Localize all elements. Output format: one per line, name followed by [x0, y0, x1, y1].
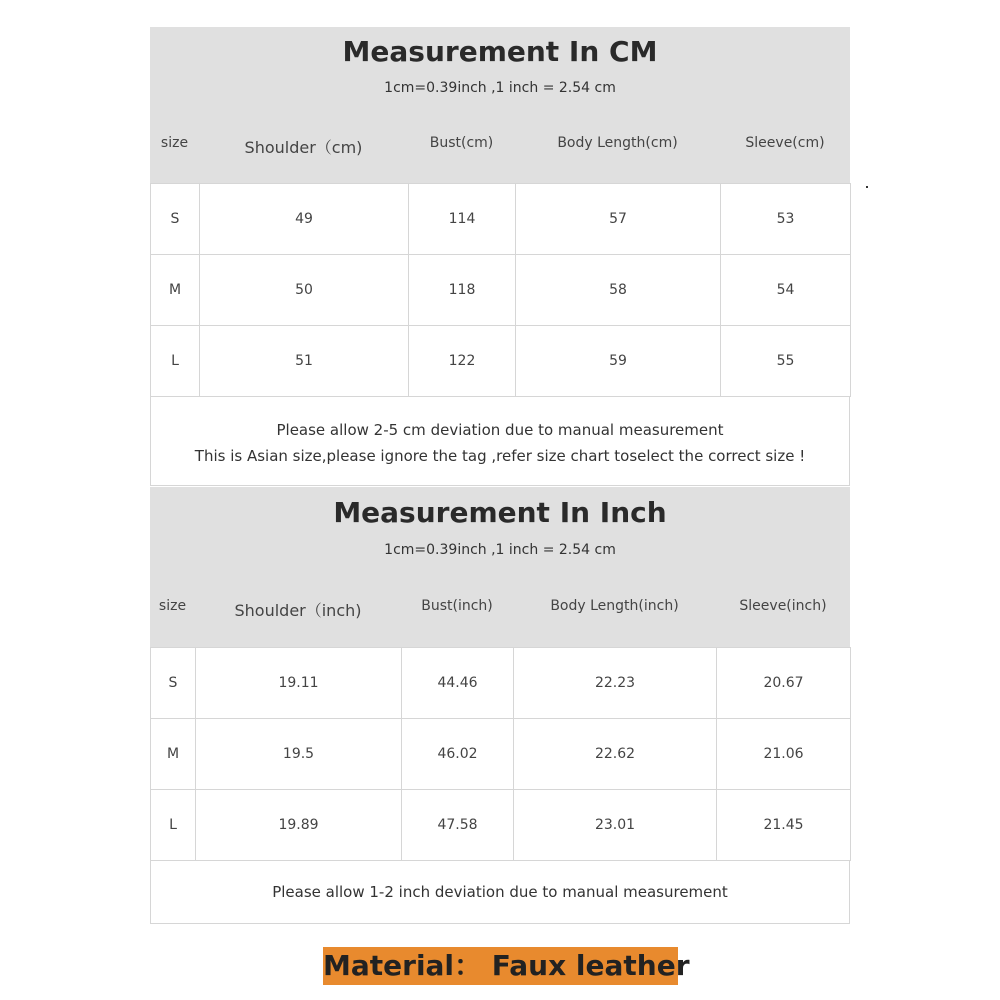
shoulder-cell: 19.11	[196, 648, 402, 719]
body-length-cell: 58	[516, 255, 721, 326]
size-cell: M	[151, 255, 200, 326]
size-chart-inch-column-headers	[150, 598, 850, 618]
size-cell: S	[151, 184, 200, 255]
table-row	[151, 255, 851, 326]
size-cell: L	[151, 326, 200, 397]
column-header-size: size	[158, 598, 187, 614]
column-header-body-length: Body Length(inch)	[550, 598, 679, 614]
size-chart-inch-table	[150, 647, 851, 861]
size-cell: M	[151, 719, 196, 790]
stray-dot	[866, 186, 868, 188]
body-length-cell: 23.01	[514, 790, 717, 861]
sleeve-cell: 21.06	[717, 719, 851, 790]
sleeve-cell: 21.45	[717, 790, 851, 861]
shoulder-cell: 50	[200, 255, 409, 326]
shoulder-cell: 19.5	[196, 719, 402, 790]
shoulder-cell: 49	[200, 184, 409, 255]
shoulder-cell: 51	[200, 326, 409, 397]
size-cell: L	[151, 790, 196, 861]
sleeve-cell: 20.67	[717, 648, 851, 719]
column-header-bust: Bust(inch)	[421, 598, 493, 614]
bust-cell: 122	[409, 326, 516, 397]
shoulder-cell: 19.89	[196, 790, 402, 861]
sleeve-cell: 53	[721, 184, 851, 255]
bust-cell: 46.02	[402, 719, 514, 790]
bust-cell: 114	[409, 184, 516, 255]
bust-cell: 44.46	[402, 648, 514, 719]
size-chart-cm-conversion: 1cm=0.39inch ,1 inch = 2.54 cm	[384, 80, 616, 96]
body-length-cell: 59	[516, 326, 721, 397]
size-chart-cm-title: Measurement In CM	[342, 35, 658, 68]
bust-cell: 118	[409, 255, 516, 326]
column-header-shoulder: Shoulder（cm)	[244, 138, 363, 157]
size-chart-cm-header	[150, 27, 850, 183]
material-label: Material： Faux leather	[323, 947, 678, 985]
table-row	[151, 719, 851, 790]
size-cell: S	[151, 648, 196, 719]
sleeve-cell: 54	[721, 255, 851, 326]
size-chart-inch-conversion: 1cm=0.39inch ,1 inch = 2.54 cm	[384, 542, 616, 558]
bust-cell: 47.58	[402, 790, 514, 861]
column-header-size: size	[160, 135, 189, 151]
size-chart-inch-title: Measurement In Inch	[333, 496, 667, 529]
deviation-note: Please allow 2-5 cm deviation due to manual measurement	[276, 421, 724, 439]
body-length-cell: 57	[516, 184, 721, 255]
deviation-note: Please allow 1-2 inch deviation due to manual measurement	[272, 883, 728, 901]
asian-size-note: This is Asian size,please ignore the tag ,refer size chart toselect the correct size !	[194, 447, 806, 465]
body-length-cell: 22.23	[514, 648, 717, 719]
column-header-bust: Bust(cm)	[429, 135, 494, 151]
sleeve-cell: 55	[721, 326, 851, 397]
column-header-body-length: Body Length(cm)	[557, 135, 678, 151]
table-row	[151, 790, 851, 861]
column-header-shoulder: Shoulder（inch)	[234, 601, 362, 620]
size-chart-cm-notes	[150, 397, 850, 486]
size-chart-inch	[150, 487, 850, 924]
column-header-sleeve: Sleeve(cm)	[745, 135, 825, 151]
size-chart-cm-column-headers	[150, 135, 850, 155]
size-chart-cm-table	[150, 183, 851, 397]
body-length-cell: 22.62	[514, 719, 717, 790]
table-row	[151, 648, 851, 719]
size-chart-cm	[150, 27, 850, 486]
column-header-sleeve: Sleeve(inch)	[739, 598, 827, 614]
table-row	[151, 326, 851, 397]
table-row	[151, 184, 851, 255]
size-chart-inch-notes	[150, 861, 850, 924]
size-chart-inch-header	[150, 487, 850, 647]
